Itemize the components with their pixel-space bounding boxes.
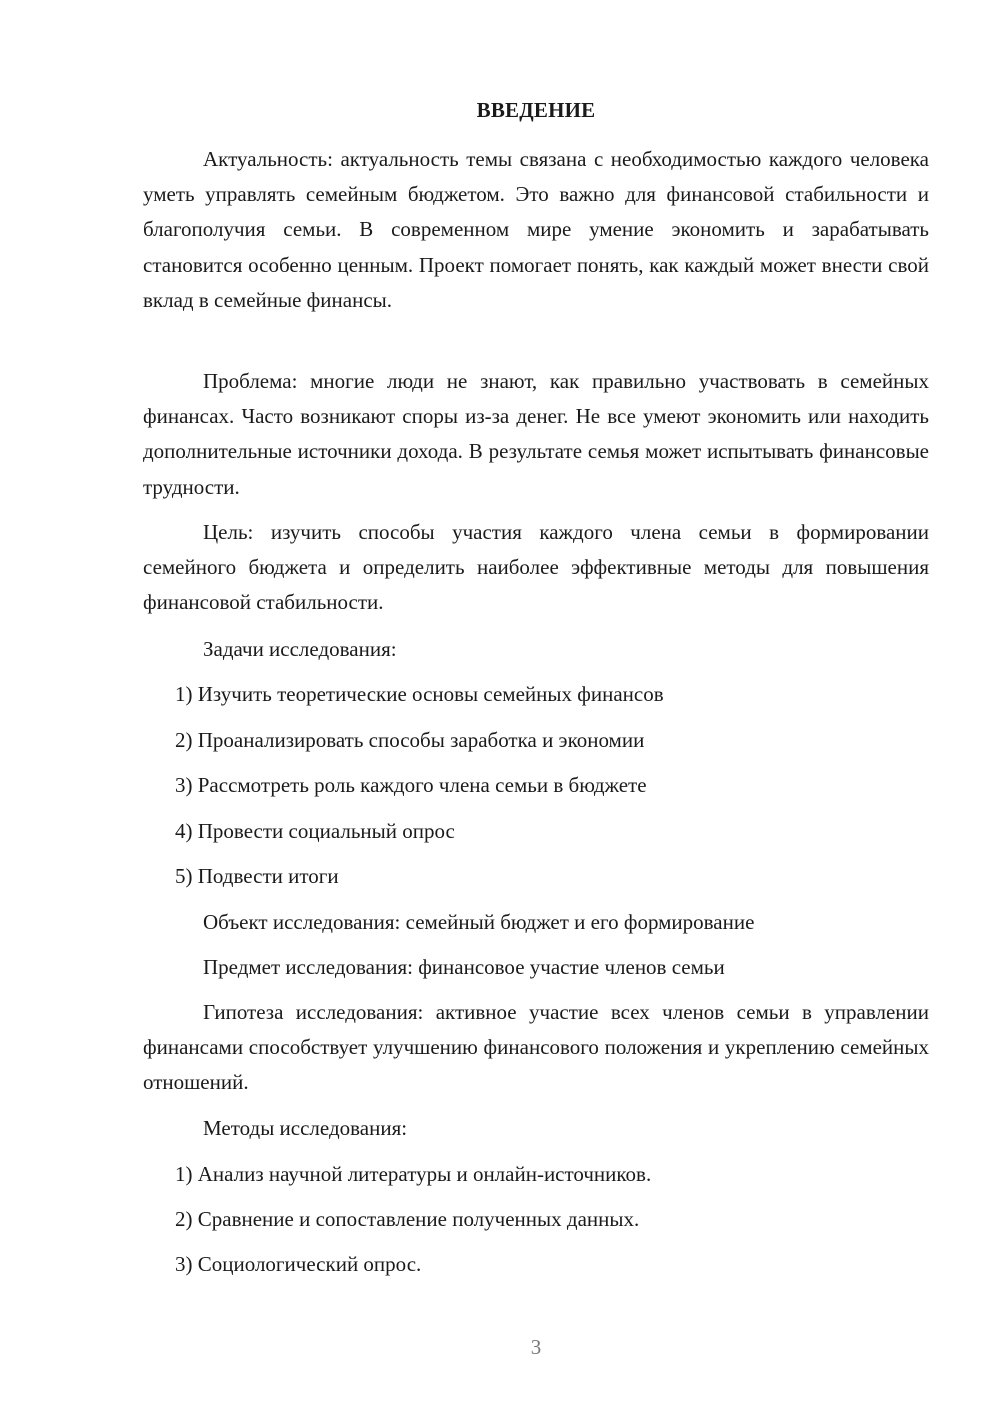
tasks-title: Задачи исследования: — [203, 637, 397, 661]
section-heading: ВВЕДЕНИЕ — [476, 98, 596, 122]
method-item-2: 2) Сравнение и сопоставление полученных данных. — [175, 1207, 640, 1231]
relevance-paragraph: Актуальность: актуальность темы связана с необходимостью каждого человека уметь управлять семейным бюджетом. Это важно для финансовой стабильности и благополучия семьи. В современном мире умение экономить и зарабатывать становится особенно ценным. Проект помогает понять, как каждый может внести свой вклад в семейные финансы. — [143, 147, 929, 312]
task-item-5: 5) Подвести итоги — [175, 864, 339, 888]
task-item-4: 4) Провести социальный опрос — [175, 819, 455, 843]
method-item-3: 3) Социологический опрос. — [175, 1252, 422, 1276]
goal-paragraph: Цель: изучить способы участия каждого члена семьи в формировании семейного бюджета и определить наиболее эффективные методы для повышения финансовой стабильности. — [143, 520, 929, 615]
task-item-2: 2) Проанализировать способы заработка и экономии — [175, 728, 645, 752]
research-object: Объект исследования: семейный бюджет и его формирование — [203, 910, 755, 934]
methods-title: Методы исследования: — [203, 1116, 408, 1140]
task-item-3: 3) Рассмотреть роль каждого члена семьи в бюджете — [175, 773, 647, 797]
research-subject: Предмет исследования: финансовое участие членов семьи — [203, 955, 725, 979]
problem-paragraph: Проблема: многие люди не знают, как правильно участвовать в семейных финансах. Часто возникают споры из-за денег. Не все умеют экономить или находить дополнительные источники дохода. В результате семья может испытывать финансовые трудности. — [143, 369, 929, 499]
task-item-1: 1) Изучить теоретические основы семейных финансов — [175, 682, 664, 706]
method-item-1: 1) Анализ научной литературы и онлайн-источников. — [175, 1162, 652, 1186]
page-number: 3 — [530, 1335, 542, 1359]
hypothesis-paragraph: Гипотеза исследования: активное участие всех членов семьи в управлении финансами способствует улучшению финансового положения и укреплению семейных отношений. — [143, 1000, 929, 1095]
